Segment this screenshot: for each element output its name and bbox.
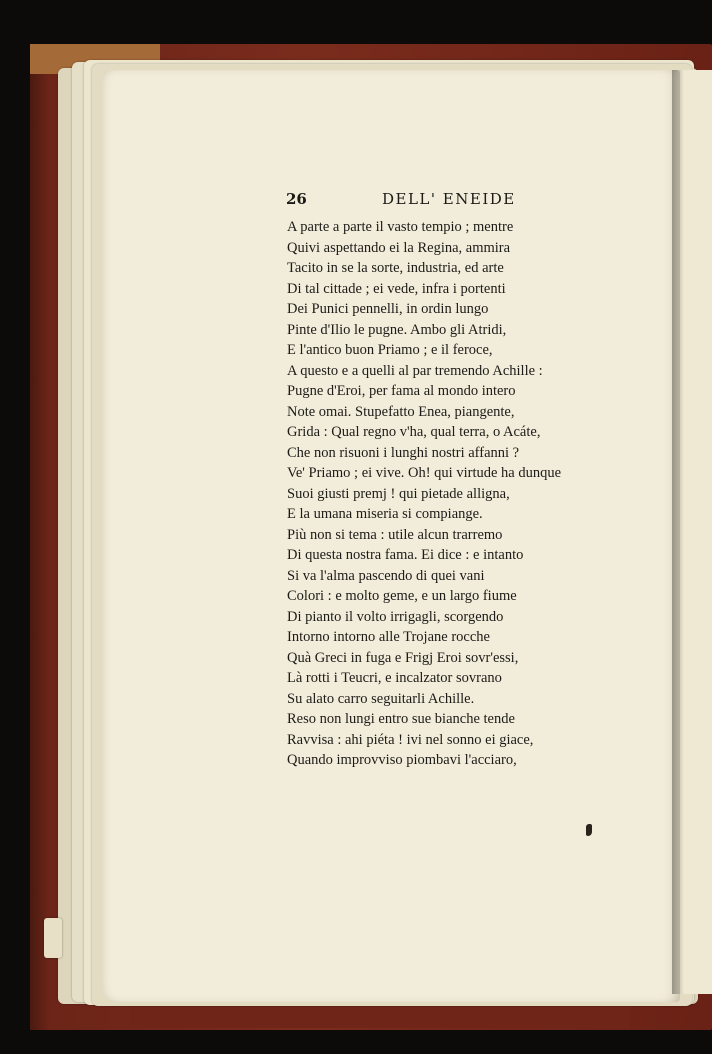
- verse-line: Di tal cittade ; ei vede, infra i portenti: [287, 280, 506, 297]
- verse-line: Ve' Priamo ; ei vive. Oh! qui virtude ha dunque: [287, 465, 562, 481]
- verse-line: Più non si tema : utile alcun trarremo: [287, 526, 503, 543]
- verse-line: Si va l'alma pascendo di quei vani: [287, 567, 485, 584]
- page-tab-marker: [44, 918, 62, 958]
- cover-bottom-edge: [130, 1004, 630, 1028]
- verse-line: Intorno intorno alle Trojane rocche: [287, 629, 490, 645]
- facing-page-edge: [680, 70, 712, 994]
- page-number: 26: [286, 190, 307, 208]
- verse-line: Su alato carro seguitarli Achille.: [287, 690, 475, 707]
- verse-line: A parte a parte il vasto tempio ; mentre: [287, 219, 514, 235]
- verse-line: Grida : Qual regno v'ha, qual terra, o Acáte,: [287, 424, 541, 440]
- verse-line: Pugne d'Eroi, per fama al mondo intero: [287, 383, 516, 399]
- verse-line: Ravvisa : ahi piéta ! ivi nel sonno ei giace,: [287, 731, 534, 748]
- book-spine-edge: [30, 44, 48, 1030]
- verse-line: Note omai. Stupefatto Enea, piangente,: [287, 403, 515, 420]
- verse-line: Dei Punici pennelli, in ordin lungo: [287, 301, 489, 317]
- verse-line: Che non risuoni i lunghi nostri affanni ?: [287, 444, 520, 461]
- verse-line: E l'antico buon Priamo ; e il feroce,: [287, 342, 493, 358]
- verse-line: Di pianto il volto irrigagli, scorgendo: [287, 608, 504, 625]
- running-title: DELL' ENEIDE: [382, 190, 516, 208]
- verse-line: Là rotti i Teucri, e incalzator sovrano: [287, 670, 502, 686]
- verse-line: Pinte d'Ilio le pugne. Ambo gli Atridi,: [287, 321, 507, 338]
- verse-line: E la umana miseria si compiange.: [287, 506, 483, 522]
- poem-text: [287, 217, 627, 771]
- page-header: [286, 190, 546, 214]
- verse-line: Suoi giusti premj ! qui pietade alligna,: [287, 485, 510, 502]
- verse-line: Quando improvviso piombavi l'acciaro,: [287, 752, 517, 768]
- verse-line: Quivi aspettando ei la Regina, ammira: [287, 239, 511, 256]
- verse-line: Di questa nostra fama. Ei dice : e intanto: [287, 547, 524, 563]
- verse-line: Reso non lungi entro sue bianche tende: [287, 711, 515, 727]
- verse-line: Colori : e molto geme, e un largo fiume: [287, 588, 517, 604]
- page-gutter-shadow: [672, 70, 684, 994]
- verse-line: Quà Greci in fuga e Frigj Eroi sovr'essi,: [287, 649, 519, 666]
- verse-line: A questo e a quelli al par tremendo Achille :: [287, 362, 543, 379]
- verse-line: Tacito in se la sorte, industria, ed arte: [287, 260, 504, 276]
- ink-mark: [586, 824, 592, 836]
